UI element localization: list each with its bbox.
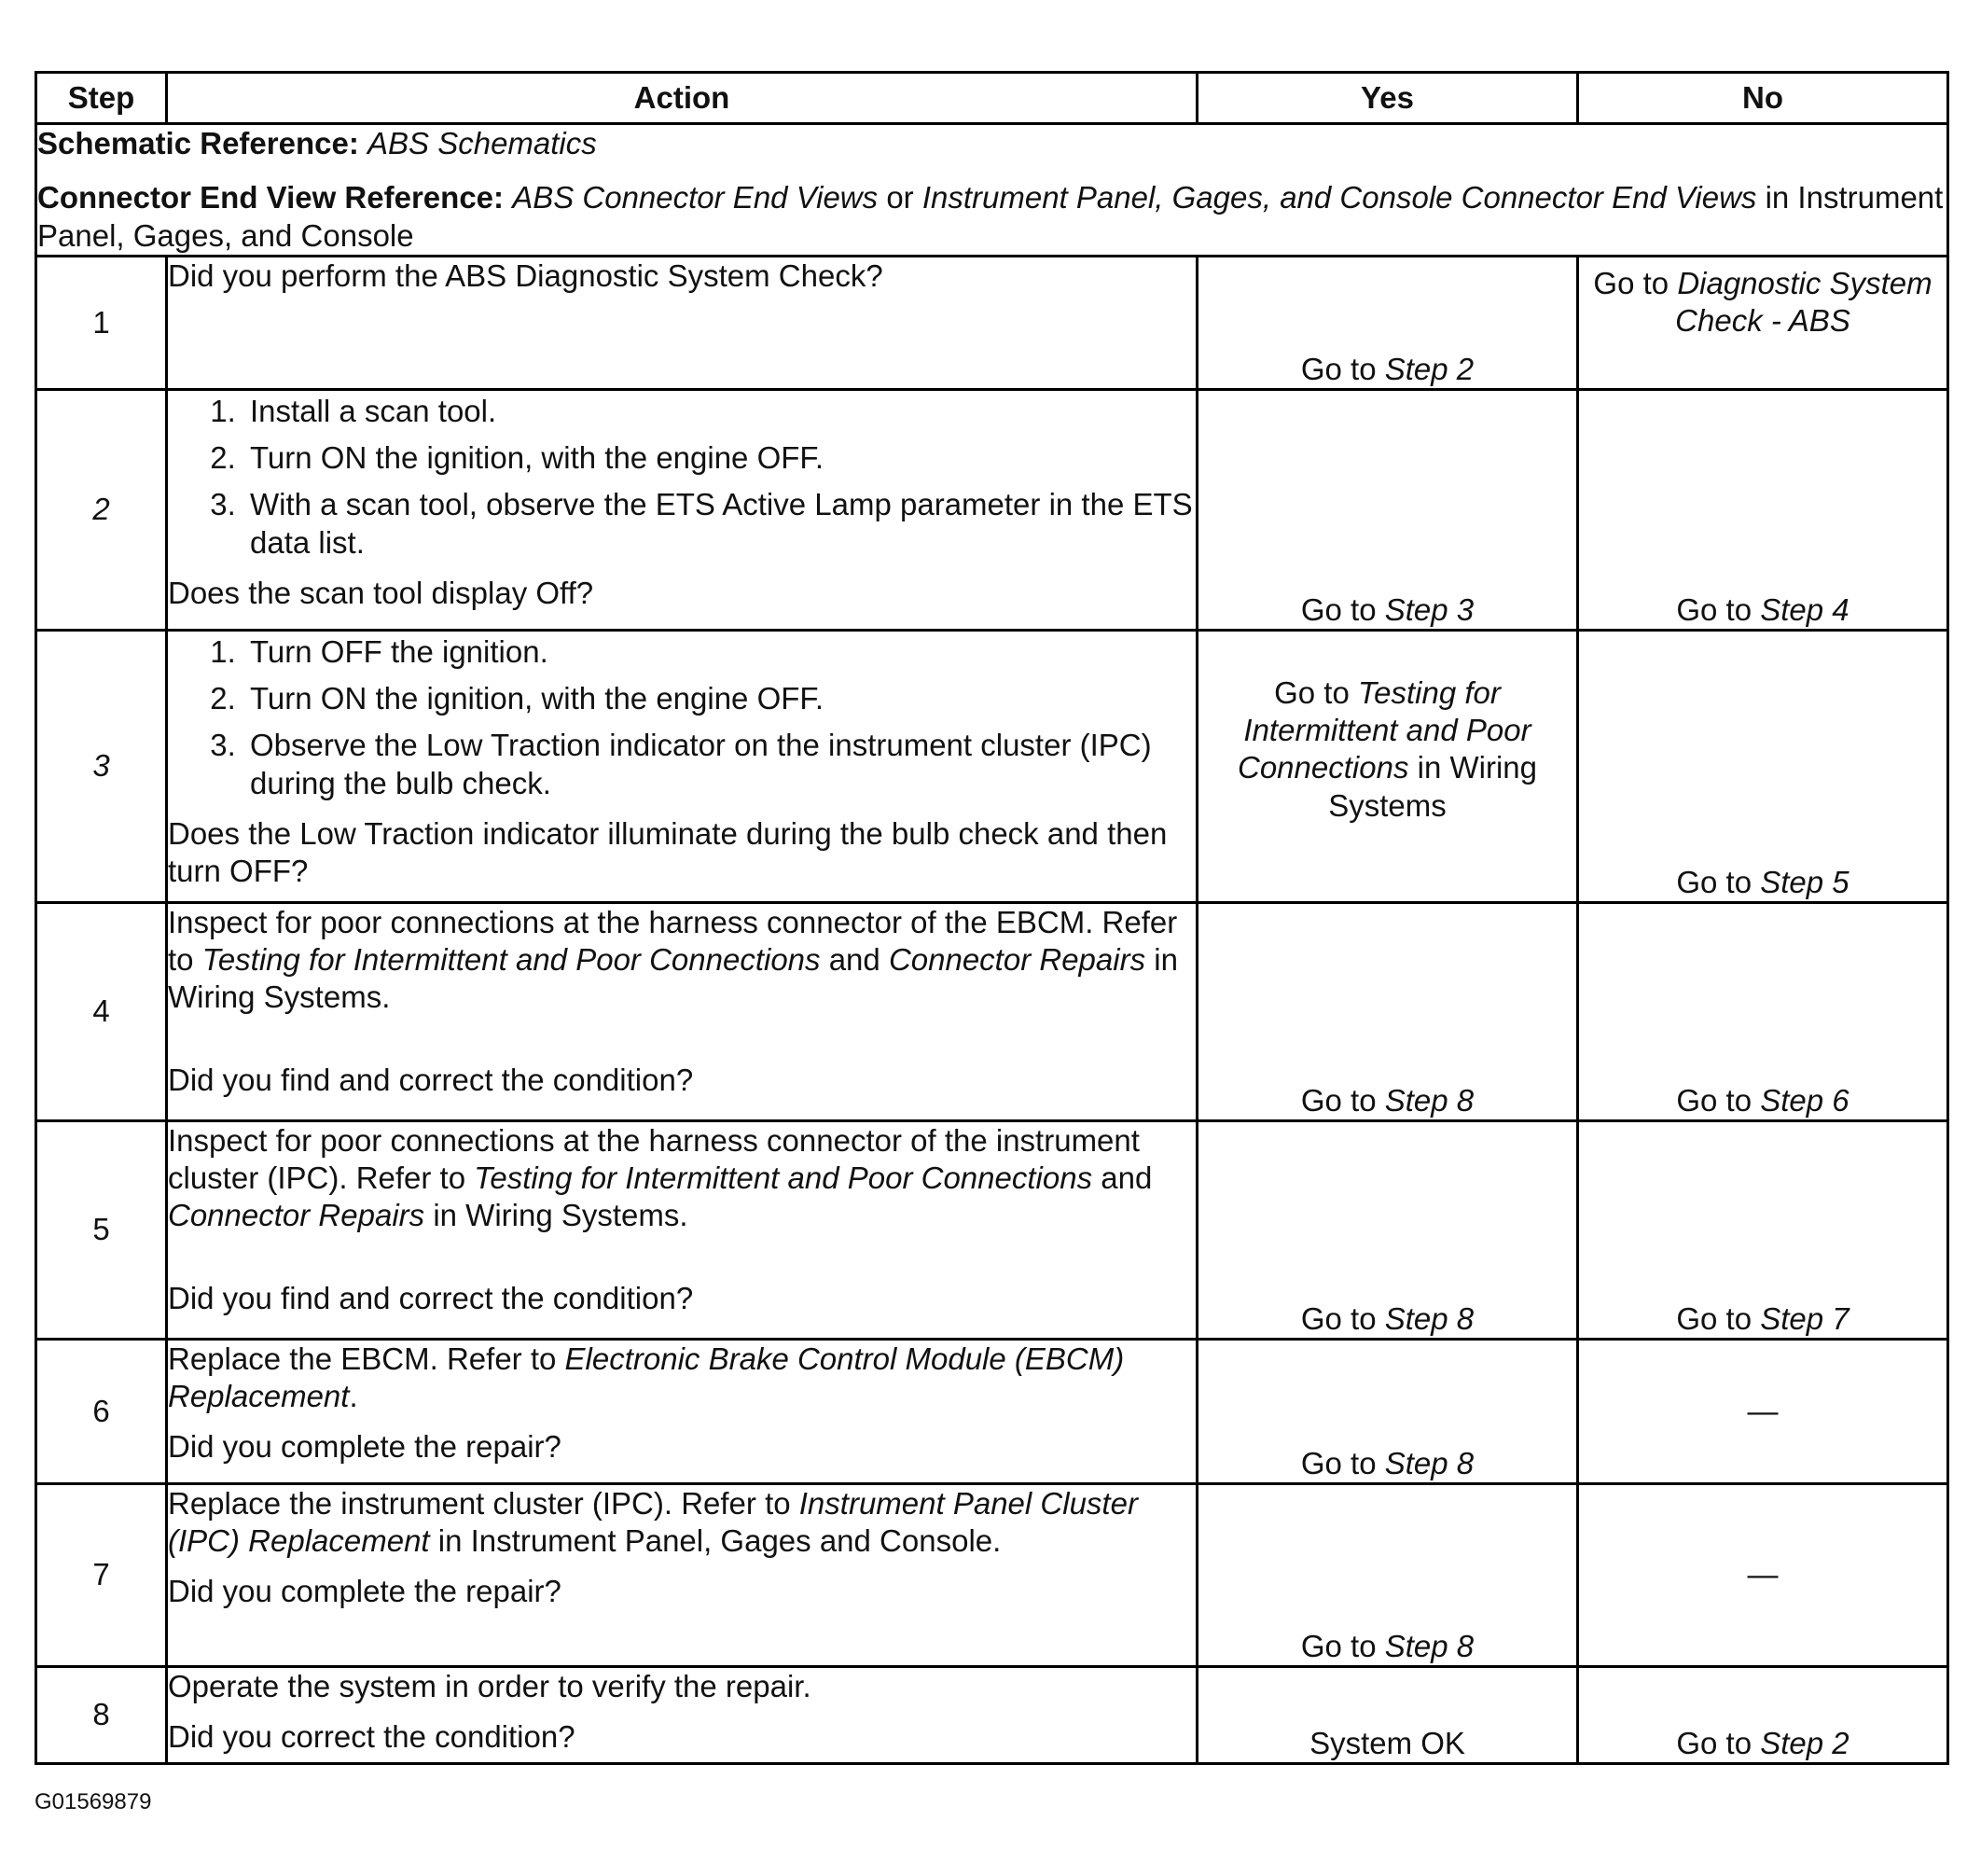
table-row bbox=[36, 1339, 1948, 1483]
header-row bbox=[36, 73, 1948, 124]
no-link[interactable]: Step 6 bbox=[1760, 1082, 1849, 1118]
procedure-item: 2. Turn ON the ignition, with the engine OFF. bbox=[244, 680, 1196, 717]
header-no: No bbox=[1578, 73, 1948, 124]
question-text: Did you correct the condition? bbox=[168, 1719, 575, 1754]
connector-reference: Connector End View Reference: ABS Connector End Views or Instrument Panel, Gages, and Console Connector End Views in Instrument Panel, Gages, and Console bbox=[37, 180, 1944, 253]
step-number: 7 bbox=[36, 1483, 167, 1666]
yes-link[interactable]: Testing for Intermittent and Poor Connections bbox=[1238, 674, 1531, 785]
table-row bbox=[36, 1666, 1948, 1763]
header-step: Step bbox=[36, 73, 167, 124]
action-cell bbox=[167, 256, 1198, 389]
instruction-text: Operate the system in order to verify the repair. bbox=[168, 1668, 811, 1703]
yes-cell: Go to Step 2 bbox=[1198, 256, 1578, 389]
question-text: Did you complete the repair? bbox=[168, 1429, 561, 1465]
reference-row bbox=[36, 124, 1948, 257]
reference-link[interactable]: Testing for Intermittent and Poor Connections bbox=[201, 942, 821, 977]
table-row bbox=[36, 389, 1948, 630]
no-cell: Go to Step 2 bbox=[1578, 1666, 1948, 1763]
yes-link[interactable]: Step 8 bbox=[1384, 1628, 1475, 1663]
reference-link[interactable]: Electronic Brake Control Module (EBCM) Replacement bbox=[168, 1341, 1125, 1413]
figure-id: G01569879 bbox=[35, 1789, 152, 1814]
procedure-item: 2. Turn ON the ignition, with the engine OFF. bbox=[244, 439, 1196, 477]
no-cell: Go to Step 6 bbox=[1578, 902, 1948, 1120]
yes-cell: Go to Step 8 bbox=[1198, 902, 1578, 1120]
instruction-text: Inspect for poor connections at the harness connector of the instrument cluster (IPC). Refer to Testing for Intermittent and Poor Connections and Connector Repairs in Wiring Systems. bbox=[168, 1122, 1153, 1233]
step-number: 4 bbox=[36, 902, 167, 1120]
header-yes: Yes bbox=[1198, 73, 1578, 124]
no-link[interactable]: Step 7 bbox=[1760, 1300, 1849, 1336]
instruction-text: Replace the EBCM. Refer to Electronic Brake Control Module (EBCM) Replacement. bbox=[168, 1341, 1125, 1413]
reference-cell bbox=[36, 124, 1948, 257]
no-link[interactable]: Step 4 bbox=[1760, 591, 1849, 627]
yes-cell: Go to Step 8 bbox=[1198, 1339, 1578, 1483]
yes-cell: System OK bbox=[1198, 1666, 1578, 1763]
no-cell: — bbox=[1578, 1339, 1948, 1483]
table-row bbox=[36, 630, 1948, 902]
action-cell bbox=[167, 389, 1198, 630]
table-row bbox=[36, 256, 1948, 389]
yes-link[interactable]: Step 3 bbox=[1384, 591, 1475, 627]
instruction-text: Inspect for poor connections at the harness connector of the EBCM. Refer to Testing for Intermittent and Poor Connections and Connector Repairs in Wiring Systems. bbox=[168, 904, 1178, 1015]
yes-cell: Go to Step 8 bbox=[1198, 1120, 1578, 1339]
table-row bbox=[36, 1120, 1948, 1339]
reference-link[interactable]: Testing for Intermittent and Poor Connections bbox=[474, 1160, 1093, 1195]
reference-link[interactable]: Instrument Panel Cluster (IPC) Replacement bbox=[168, 1485, 1138, 1558]
step-number: 8 bbox=[36, 1666, 167, 1763]
procedure-list bbox=[168, 393, 1196, 562]
instruction-text: Replace the instrument cluster (IPC). Refer to Instrument Panel Cluster (IPC) Replacement in Instrument Panel, Gages and Console. bbox=[168, 1485, 1138, 1558]
action-cell bbox=[167, 1339, 1198, 1483]
step-number: 5 bbox=[36, 1120, 167, 1339]
diagnostic-table bbox=[35, 71, 1949, 1765]
no-cell: Go to Step 7 bbox=[1578, 1120, 1948, 1339]
procedure-item: 1. Turn OFF the ignition. bbox=[244, 633, 1196, 671]
question-text: Does the scan tool display Off? bbox=[168, 575, 594, 610]
question-text: Did you perform the ABS Diagnostic System Check? bbox=[168, 257, 883, 293]
yes-link[interactable]: Step 8 bbox=[1384, 1445, 1475, 1480]
yes-cell: Go to Step 3 bbox=[1198, 389, 1578, 630]
step-number: 1 bbox=[36, 256, 167, 389]
action-cell bbox=[167, 1483, 1198, 1666]
table-row bbox=[36, 902, 1948, 1120]
schematic-reference: Schematic Reference: ABS Schematics bbox=[37, 126, 597, 160]
action-cell bbox=[167, 630, 1198, 902]
reference-link[interactable]: Connector Repairs bbox=[888, 942, 1146, 977]
no-cell: Go to Diagnostic System Check - ABS bbox=[1578, 256, 1948, 389]
yes-cell: Go to Step 8 bbox=[1198, 1483, 1578, 1666]
no-link[interactable]: Diagnostic System Check - ABS bbox=[1675, 265, 1933, 338]
step-number: 3 bbox=[92, 748, 110, 784]
no-cell: — bbox=[1578, 1483, 1948, 1666]
yes-link[interactable]: Step 8 bbox=[1384, 1082, 1475, 1118]
step-number: 2 bbox=[92, 492, 110, 527]
reference-link[interactable]: Connector Repairs bbox=[168, 1198, 425, 1233]
procedure-list bbox=[168, 633, 1196, 802]
action-cell bbox=[167, 902, 1198, 1120]
no-link[interactable]: Step 2 bbox=[1760, 1725, 1849, 1760]
procedure-item: 3. Observe the Low Traction indicator on the instrument cluster (IPC) during the bulb check. bbox=[244, 727, 1196, 802]
header-action: Action bbox=[167, 73, 1198, 124]
question-text: Does the Low Traction indicator illuminate during the bulb check and then turn OFF? bbox=[168, 815, 1168, 888]
question-text: Did you find and correct the condition? bbox=[168, 1062, 694, 1097]
question-text: Did you find and correct the condition? bbox=[168, 1280, 694, 1315]
no-link[interactable]: Step 5 bbox=[1760, 864, 1849, 899]
yes-link[interactable]: Step 8 bbox=[1384, 1300, 1475, 1336]
table-row bbox=[36, 1483, 1948, 1666]
action-cell bbox=[167, 1120, 1198, 1339]
yes-link[interactable]: Step 2 bbox=[1384, 351, 1475, 386]
procedure-item: 3. With a scan tool, observe the ETS Active Lamp parameter in the ETS data list. bbox=[244, 486, 1196, 562]
no-cell: Go to Step 5 bbox=[1578, 630, 1948, 902]
step-number: 6 bbox=[36, 1339, 167, 1483]
action-cell bbox=[167, 1666, 1198, 1763]
yes-cell: Go to Testing for Intermittent and Poor Connections in Wiring Systems bbox=[1198, 630, 1578, 902]
procedure-item: 1. Install a scan tool. bbox=[244, 393, 1196, 430]
no-cell: Go to Step 4 bbox=[1578, 389, 1948, 630]
question-text: Did you complete the repair? bbox=[168, 1574, 561, 1609]
